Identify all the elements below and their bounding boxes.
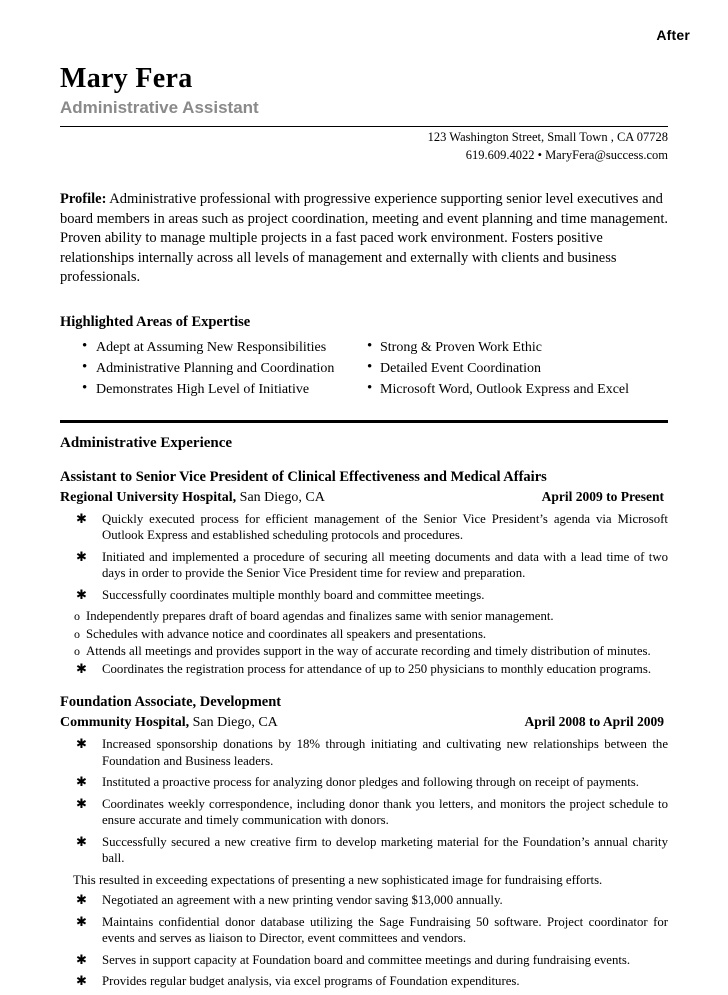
profile-paragraph [60, 190, 668, 288]
star-bullet-icon: ✱ [76, 914, 87, 929]
list-item [60, 736, 668, 769]
job-bullets [60, 736, 668, 990]
list-item [60, 774, 668, 791]
star-bullet-icon: ✱ [76, 737, 87, 751]
page-title: Mary Fera [60, 63, 193, 94]
bullet-text: Successfully secured a new creative firm to develop marketing material for the Foundation’s annual charity ball. [102, 834, 668, 865]
bullet-text: Maintains confidential donor database utilizing the Sage Fundraising 50 software. Project coordinator for events and serves as liaison to Director, event committees and vendors. [102, 914, 668, 945]
job-company [60, 488, 325, 507]
star-bullet-icon: ✱ [76, 834, 87, 849]
bullet-text: Successfully coordinates multiple monthly board and committee meetings. [102, 587, 485, 602]
job-title: Administrative Assistant [60, 98, 259, 117]
star-bullet-icon: ✱ [76, 511, 87, 526]
list-item [60, 626, 668, 643]
expertise-column-right [364, 337, 668, 400]
bullet-text: Instituted a proactive process for analyzing donor pledges and following through on receipt of payments. [102, 775, 639, 789]
job-company [60, 713, 278, 732]
job-dates: April 2008 to April 2009 [524, 714, 664, 729]
list-item [60, 643, 668, 660]
list-item: • Microsoft Word, Outlook Express and Excel [364, 379, 668, 400]
star-bullet-icon: ✱ [76, 587, 87, 602]
list-item [60, 549, 668, 582]
experience-divider [60, 420, 668, 423]
list-item: • Adept at Assuming New Responsibilities [60, 337, 364, 358]
star-bullet-icon: ✱ [76, 952, 87, 967]
job-role: Assistant to Senior Vice President of Clinical Effectiveness and Medical Affairs [60, 468, 547, 485]
experience-heading: Administrative Experience [60, 434, 233, 451]
job-location: San Diego, CA [236, 489, 325, 505]
job-role: Foundation Associate, Development [60, 694, 282, 710]
circle-bullet-icon: o [74, 609, 80, 623]
expertise-column-left [60, 337, 364, 400]
star-bullet-icon: ✱ [76, 974, 87, 988]
list-item [60, 511, 668, 544]
bullet-text: Coordinates weekly correspondence, including donor thank you letters, and monitors the project schedule to ensure accurate and timely communication with donors. [102, 796, 668, 827]
profile-text: Administrative professional with progressive experience supporting senior level executives and board members in areas such as project coordination, meeting and event planning and time management. Proven ability to manage multiple projects in a fast paced work environment. Fosters positive relationships internally across all levels of management and externally with clients and business professionals. [60, 191, 668, 285]
list-item [60, 587, 668, 604]
list-item [60, 834, 668, 867]
bullet-text: Provides regular budget analysis, via excel programs of Foundation expenditures. [102, 974, 520, 988]
star-bullet-icon: ✱ [76, 796, 87, 811]
job-bullets [60, 511, 668, 678]
list-item: • Strong & Proven Work Ethic [364, 337, 668, 358]
bullet-text: Initiated and implemented a procedure of securing all meeting documents and data with a lead time of two days in order to provide the Senior Vice President time for review and preparation. [102, 549, 668, 580]
job-meta [60, 712, 668, 732]
list-item: • Administrative Planning and Coordination [60, 358, 364, 379]
contact-address: 123 Washington Street, Small Town , CA 07728 [427, 130, 668, 144]
job-dates: April 2009 to Present [541, 488, 664, 504]
star-bullet-icon: ✱ [76, 775, 87, 789]
bullet-text: Increased sponsorship donations by 18% through initiating and cultivating new relationships between the Foundation and Business leaders. [102, 737, 668, 768]
list-item [60, 892, 668, 909]
list-item: • Demonstrates High Level of Initiative [60, 379, 364, 400]
star-bullet-icon: ✱ [76, 661, 87, 676]
bullet-text: Quickly executed process for efficient management of the Senior Vice President’s agenda via Microsoft Outlook Express and established scheduling protocols and procedures. [102, 511, 668, 542]
expertise-columns [60, 337, 668, 400]
list-item: • Detailed Event Coordination [364, 358, 668, 379]
job-company-name: Regional University Hospital, [60, 489, 237, 505]
job-location: San Diego, CA [189, 715, 278, 730]
bullet-text: Serves in support capacity at Foundation board and committee meetings and during fundraising events. [102, 952, 631, 967]
after-label: After [656, 27, 690, 43]
list-item [60, 973, 668, 990]
bullet-text: Independently prepares draft of board agendas and finalizes same with senior management. [86, 609, 554, 623]
experience-entry [60, 468, 668, 678]
star-bullet-icon: ✱ [76, 549, 87, 564]
bullet-text: Schedules with advance notice and coordinates all speakers and presentations. [86, 626, 487, 641]
bullet-text: Attends all meetings and provides support in the way of accurate recording and timely distribution of minutes. [86, 644, 651, 658]
bullet-text: Negotiated an agreement with a new printing vendor saving $13,000 annually. [102, 893, 503, 907]
list-item [60, 796, 668, 829]
list-item [60, 914, 668, 947]
profile-label: Profile: [60, 191, 107, 207]
list-item [60, 608, 668, 625]
circle-bullet-icon: o [74, 626, 80, 641]
job-company-name: Community Hospital, [60, 715, 190, 730]
list-item [60, 952, 668, 969]
star-bullet-icon: ✱ [76, 893, 87, 907]
list-item [60, 872, 668, 889]
job-meta [60, 487, 668, 507]
bullet-text: Coordinates the registration process for attendance of up to 250 physicians to monthly education programs. [102, 661, 652, 676]
resume-content [60, 63, 668, 995]
experience-entry [60, 693, 668, 990]
contact-phone-email: 619.609.4022 • MaryFera@success.com [465, 148, 668, 162]
circle-bullet-icon: o [74, 644, 80, 658]
bullet-text: This resulted in exceeding expectations of presenting a new sophisticated image for fundraising efforts. [73, 872, 603, 887]
expertise-heading: Highlighted Areas of Expertise [60, 313, 251, 330]
list-item [60, 661, 668, 678]
